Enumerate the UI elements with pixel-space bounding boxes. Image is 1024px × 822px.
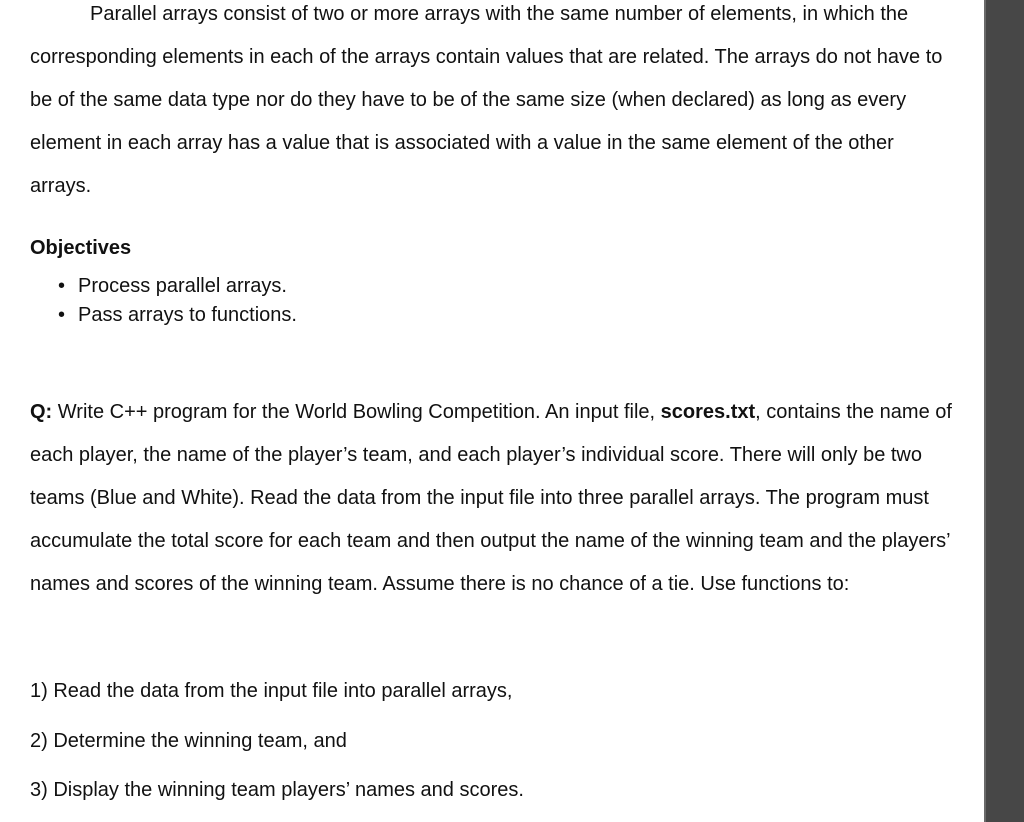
intro-paragraph: Parallel arrays consist of two or more arrays with the same number of elements, in which the corresponding elements in each of the arrays contain values that are related. The arrays do not have to be of the same data type nor do they have to be of the same size (when declared) as long as every element in each array has a value that is associated with a value in the same element of the other arrays. [30, 3, 943, 197]
question-label: Q: [30, 401, 53, 423]
question-paragraph [30, 391, 960, 606]
step-item: 1) Read the data from the input file into parallel arrays, [30, 680, 513, 702]
objective-text: Process parallel arrays. [78, 275, 287, 297]
step-item: 3) Display the winning team players’ names and scores. [30, 779, 524, 801]
objectives-heading: Objectives [30, 237, 132, 259]
steps-list [30, 667, 524, 816]
question-text-after-file: , contains the name of each player, the name of the player’s team, and each player’s individual score. There will only be two teams (Blue and White). Read the data from the input file into three parallel arrays. The program must accumulate the total score for each team and then output the name of the winning team and the players’ names and scores of the winning team. Assume there is no chance of a tie. Use functions to: [30, 401, 952, 595]
objectives-list [58, 272, 297, 330]
vertical-scrollbar[interactable] [986, 0, 1024, 822]
question-text-before-file: Write C++ program for the World Bowling Competition. An input file, [52, 401, 661, 423]
objective-text: Pass arrays to functions. [78, 304, 297, 326]
bullet-icon: • [58, 275, 66, 297]
objective-item [58, 272, 297, 301]
step-item: 2) Determine the winning team, and [30, 729, 347, 752]
input-file-name: scores.txt [660, 401, 756, 423]
bullet-icon: • [58, 304, 66, 326]
objective-item [58, 301, 297, 330]
